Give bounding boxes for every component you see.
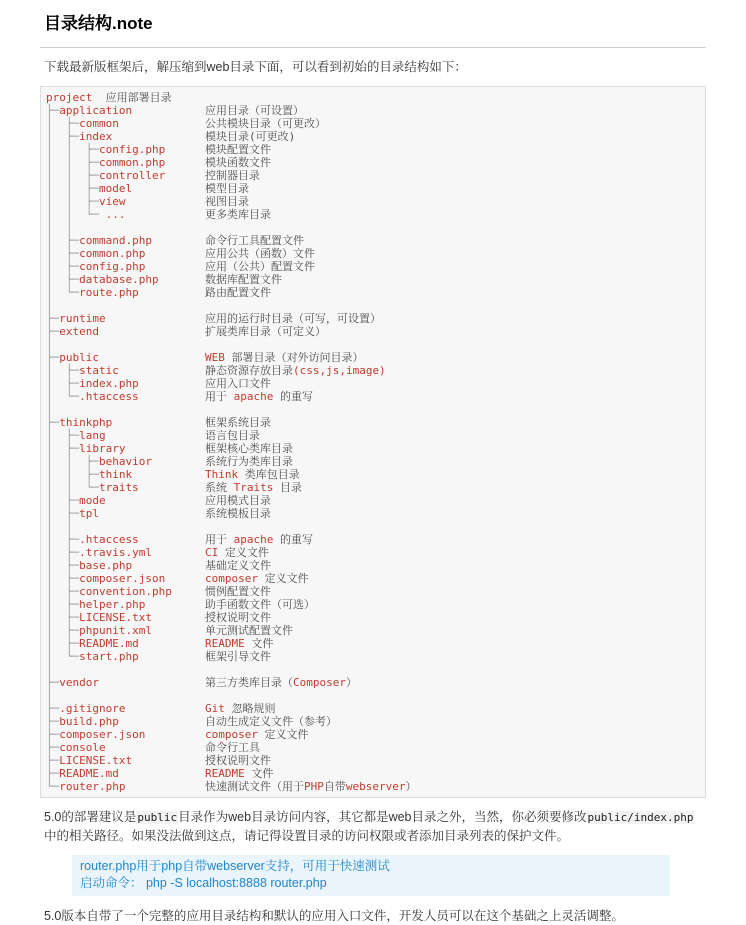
tree-entry-description: 第三方类库目录（ (99, 676, 293, 689)
tree-connector: │ ├─ (46, 585, 80, 598)
tree-connector: │ ├─ (46, 442, 80, 455)
tree-connector: │ (46, 403, 53, 416)
tree-entry-description: 自带 (323, 780, 346, 793)
tree-entry-description: 扩展类库目录（可定义） (99, 325, 326, 338)
tree-entry-name: think (98, 468, 133, 481)
deploy-note-paragraph (44, 808, 706, 845)
tree-entry-description: 文件 (244, 637, 274, 650)
tree-entry-name: application (59, 104, 133, 117)
tree-connector: │ ├─ (46, 637, 80, 650)
tree-entry-name: controller (98, 169, 166, 182)
tree-entry-description: 应用的运行时目录（可写，可设置） (105, 312, 381, 325)
tree-connector: ├─ (46, 325, 60, 338)
tree-connector: │ ├─ (46, 559, 80, 572)
tree-entry-description: 应用部署目录 (92, 91, 172, 104)
tree-entry-name: CI (204, 546, 219, 559)
tree-connector: ├─ (46, 702, 60, 715)
tree-entry-description: 静态资源存放目录 (118, 364, 293, 377)
tree-connector: │ ├─ (46, 572, 80, 585)
tree-entry-name: vendor (59, 676, 99, 689)
tree-connector: │ │ ├─ (46, 143, 99, 156)
tree-connector: │ │ (46, 221, 73, 234)
tree-entry-description: 授权说明文件 (151, 611, 271, 624)
tree-entry-name: README (204, 637, 245, 650)
tree-entry-description: 用于 (138, 533, 234, 546)
tree-entry-description: 框架引导文件 (138, 650, 271, 663)
tree-entry-description: 应用（公共）配置文件 (145, 260, 315, 273)
tree-entry-name: route.php (79, 286, 139, 299)
tree-connector: │ ├─ (46, 624, 80, 637)
tree-connector: ├─ (46, 312, 60, 325)
tree-entry-name: composer (204, 572, 258, 585)
tree-entry-description: 自动生成定义文件（参考） (118, 715, 337, 728)
tree-entry-name: library (79, 442, 126, 455)
intro-paragraph: 下载最新版框架后，解压缩到web目录下面，可以看到初始的目录结构如下： (44, 60, 467, 74)
tree-entry-name: Think (204, 468, 239, 481)
tree-connector: │ │ └─ (46, 208, 106, 221)
tree-entry-name: README.md (59, 767, 119, 780)
paragraph-text: 目录作为web目录访问内容，其它都是web目录之外，当然，你必须要修改 (178, 810, 587, 824)
tree-entry-description: 用于 (138, 390, 234, 403)
tree-entry-name: extend (59, 325, 99, 338)
tree-entry-description: 文件 (244, 767, 274, 780)
tree-connector: │ │ ├─ (46, 156, 99, 169)
inline-code: public/index.php (587, 811, 694, 824)
tree-entry-name: static (79, 364, 119, 377)
tree-entry-description: 目录 (273, 481, 302, 494)
tree-entry-name: mode (79, 494, 106, 507)
tree-entry-description: 框架系统目录 (112, 416, 271, 429)
tree-connector: │ ├─ (46, 247, 80, 260)
tree-entry-name: common (79, 117, 119, 130)
tree-connector: │ │ ├─ (46, 182, 99, 195)
tree-entry-name: composer.json (59, 728, 146, 741)
tree-connector: │ ├─ (46, 507, 80, 520)
tree-entry-name: Composer (292, 676, 346, 689)
tree-entry-name: README.md (79, 637, 139, 650)
tree-entry-description: 应用模式目录 (105, 494, 271, 507)
tree-entry-description: 定义文件 (257, 572, 309, 585)
tree-entry-description: 部署目录（对外访问目录） (224, 351, 364, 364)
tree-entry-description: 视图目录 (125, 195, 249, 208)
tree-entry-name: helper.php (79, 598, 146, 611)
tree-connector: │ (46, 663, 53, 676)
tree-connector: │ └─ (46, 390, 80, 403)
tree-entry-name: router.php (59, 780, 126, 793)
tree-connector: │ ├─ (46, 377, 80, 390)
tree-entry-name: config.php (79, 260, 146, 273)
tree-entry-description: 数据库配置文件 (158, 273, 282, 286)
tree-entry-name: WEB (204, 351, 225, 364)
tree-connector: ├─ (46, 741, 60, 754)
tree-entry-name: runtime (59, 312, 106, 325)
tree-connector: ├─ (46, 351, 60, 364)
tree-connector: ├─ (46, 715, 60, 728)
tip-line-1: router.php用于php自带webserver支持，可用于快速测试 (80, 859, 390, 873)
tree-connector: │ ├─ (46, 260, 80, 273)
tree-entry-description: 语言包目录 (105, 429, 260, 442)
tree-entry-description: 应用目录（可设置） (132, 104, 304, 117)
tree-entry-description (132, 468, 205, 481)
tree-connector: │ │ ├─ (46, 169, 99, 182)
tree-entry-name: LICENSE.txt (59, 754, 133, 767)
tree-entry-description: 模型目录 (132, 182, 249, 195)
tree-connector: │ ├─ (46, 546, 80, 559)
tree-entry-name: build.php (59, 715, 119, 728)
tree-entry-name: tpl (79, 507, 99, 520)
tree-entry-description (99, 351, 205, 364)
tree-entry-name: common.php (98, 156, 166, 169)
tree-entry-name: webserver (345, 780, 406, 793)
tree-connector: ├─ (46, 754, 60, 767)
tree-entry-name: phpunit.xml (79, 624, 152, 637)
tree-entry-name: .htaccess (79, 390, 139, 403)
tree-entry-name: .gitignore (59, 702, 126, 715)
tree-entry-description: 系统行为类库目录 (151, 455, 293, 468)
directory-tree-code-block (40, 86, 706, 798)
tree-entry-description (145, 728, 205, 741)
tree-entry-description: 类库包目录 (238, 468, 300, 481)
tree-entry-name: traits (98, 481, 139, 494)
tree-entry-description (165, 572, 205, 585)
tree-entry-description: 系统模板目录 (99, 507, 271, 520)
tree-connector: ├─ (46, 104, 60, 117)
paragraph-text: 中的相关路径。如果没法做到这点，请记得设置目录的访问权限或者添加目录列表的保护文件。 (44, 829, 570, 843)
tree-entry-name: config.php (98, 143, 166, 156)
tree-connector: │ ├─ (46, 130, 80, 143)
tree-entry-description: 路由配置文件 (138, 286, 271, 299)
tree-entry-description: 系统 (138, 481, 234, 494)
tree-entry-name: Traits (233, 481, 274, 494)
tree-entry-name: common.php (79, 247, 146, 260)
tree-entry-name: .htaccess (79, 533, 139, 546)
tree-connector: │ ├─ (46, 494, 80, 507)
tree-connector: │ (46, 338, 53, 351)
tree-entry-description: 定义文件 (257, 728, 309, 741)
tree-entry-description (119, 767, 205, 780)
tree-entry-name: composer.json (79, 572, 166, 585)
document-page (0, 14, 746, 925)
tip-callout (72, 855, 670, 896)
tree-entry-name: index (79, 130, 113, 143)
tree-connector: │ │ ├─ (46, 455, 99, 468)
tree-entry-description: 助手函数文件（可选） (145, 598, 315, 611)
tree-entry-name: README (204, 767, 245, 780)
tree-entry-description: 公共模块目录（可更改） (118, 117, 326, 130)
tree-entry-description: 更多类库目录 (125, 208, 271, 221)
tree-connector: │ ├─ (46, 533, 80, 546)
tree-entry-description: 命令行工具配置文件 (151, 234, 304, 247)
tree-entry-description: ） (345, 676, 357, 689)
tree-entry-description: 忽略规则 (224, 702, 276, 715)
tree-entry-description: 授权说明文件 (132, 754, 271, 767)
tree-connector: │ │ ├─ (46, 195, 99, 208)
tree-connector: │ ├─ (46, 273, 80, 286)
tree-entry-name: LICENSE.txt (79, 611, 152, 624)
tree-connector: └─ (46, 780, 60, 793)
tree-connector: │ └─ (46, 286, 80, 299)
tree-entry-name: composer (204, 728, 258, 741)
tree-entry-name: start.php (79, 650, 139, 663)
tree-entry-name: console (59, 741, 106, 754)
tree-entry-description: 模块配置文件 (165, 143, 271, 156)
tree-entry-description: ） (405, 780, 417, 793)
tree-entry-name: public (59, 351, 99, 364)
tree-connector: ├─ (46, 416, 60, 429)
inline-code: public (137, 811, 178, 824)
tree-entry-name: apache (233, 390, 274, 403)
tree-connector: │ (46, 689, 53, 702)
tree-entry-description: 惯例配置文件 (171, 585, 271, 598)
paragraph-text: 5.0的部署建议是 (44, 810, 137, 824)
tree-entry-name: command.php (79, 234, 152, 247)
tree-connector: │ └─ (46, 650, 80, 663)
tree-entry-description: 应用公共（函数）文件 (145, 247, 315, 260)
tree-entry-description: 快速测试文件（用于 (125, 780, 304, 793)
tree-entry-description: 应用入口文件 (138, 377, 271, 390)
tree-entry-name: PHP (303, 780, 324, 793)
tree-entry-name: database.php (79, 273, 159, 286)
title-divider (40, 47, 706, 48)
tree-connector: ├─ (46, 767, 60, 780)
tree-connector: │ ├─ (46, 429, 80, 442)
tree-connector: ├─ (46, 728, 60, 741)
tree-entry-description: 模块目录(可更改) (112, 130, 296, 143)
footer-note-paragraph: 5.0版本自带了一个完整的应用目录结构和默认的应用入口文件，开发人员可以在这个基础之上灵活调整。 (44, 909, 624, 923)
tree-connector: │ │ └─ (46, 481, 99, 494)
tree-entry-name: view (98, 195, 126, 208)
tree-entry-name: project (46, 91, 93, 104)
tree-entry-description (152, 546, 205, 559)
tree-connector: │ (46, 299, 53, 312)
tree-connector: │ ├─ (46, 117, 80, 130)
tree-entry-description: 定义文件 (218, 546, 269, 559)
tree-entry-description: 控制器目录 (165, 169, 260, 182)
tree-connector: │ ├─ (46, 611, 80, 624)
tree-entry-name: thinkphp (59, 416, 113, 429)
tip-line-2: 启动命令： php -S localhost:8888 router.php (80, 876, 327, 890)
tree-entry-name: model (98, 182, 133, 195)
tree-entry-name: index.php (79, 377, 139, 390)
tree-entry-description: 模块函数文件 (165, 156, 271, 169)
tree-connector: │ │ ├─ (46, 468, 99, 481)
tree-connector: ├─ (46, 676, 60, 689)
tree-entry-name: base.php (79, 559, 133, 572)
tree-entry-name: apache (233, 533, 274, 546)
tree-connector: │ │ (46, 520, 73, 533)
tree-entry-name: convention.php (79, 585, 172, 598)
tree-entry-name: lang (79, 429, 106, 442)
tree-entry-description: 命令行工具 (105, 741, 260, 754)
tree-connector: │ ├─ (46, 598, 80, 611)
tree-connector: │ ├─ (46, 364, 80, 377)
tree-entry-description (139, 637, 205, 650)
tree-entry-name: ... (105, 208, 126, 221)
tree-entry-description (125, 702, 204, 715)
tree-connector: │ ├─ (46, 234, 80, 247)
tree-entry-name: Git (204, 702, 225, 715)
tree-entry-name: (css,js,image) (292, 364, 386, 377)
tree-entry-description: 的重写 (273, 390, 313, 403)
tree-entry-name: .travis.yml (79, 546, 152, 559)
page-title: 目录结构.note (44, 14, 153, 33)
tree-entry-name: behavior (98, 455, 152, 468)
tree-entry-description: 基础定义文件 (132, 559, 271, 572)
tree-entry-description: 的重写 (273, 533, 313, 546)
tree-entry-description: 框架核心类库目录 (125, 442, 293, 455)
tree-entry-description: 单元测试配置文件 (151, 624, 293, 637)
